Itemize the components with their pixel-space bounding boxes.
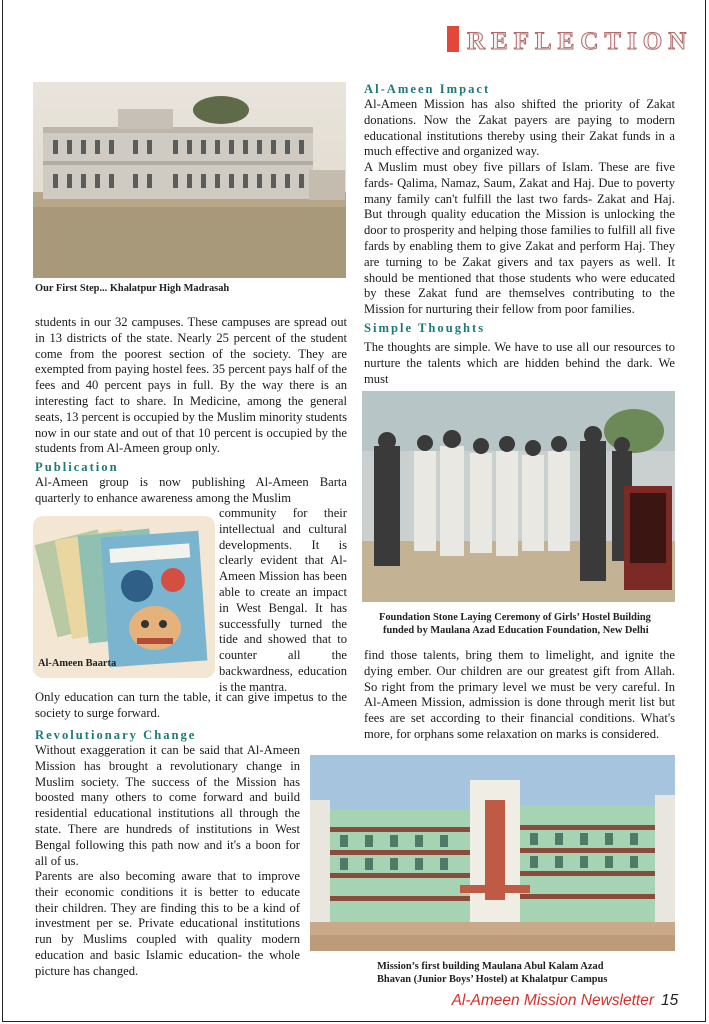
intro-paragraph: students in our 32 campuses. These campuses are spread out in 13 districts of the state. Nearly 25 percent of the student come from the poorest section of the society. They are exempted from paying hostel fees. 35 percent pays half of the fees and 40 percent pays in full. By the way there is an interesting fact to share. In Medicine, among the general seats, 13 percent is occupied by the Muslim minority students now in our state and out of that 10 percent is occupied by the students from Al-Ameen group only. — [35, 315, 347, 456]
section-label: REFLECTION — [467, 28, 693, 55]
thoughts-paragraph-1: The thoughts are simple. We have to use all our resources to nurture the talents which are hidden behind the dark. We must — [364, 340, 675, 386]
madrasah-photo — [33, 82, 346, 278]
madrasah-caption: Our First Step... Khalatpur High Madrasah — [35, 283, 230, 294]
foundation-ceremony-photo — [362, 391, 675, 602]
revolution-paragraph-1: Without exaggeration it can be said that Al-Ameen Mission has brought a revolutionary change in Muslim society. The success of the Mission has boosted many others to come forward and build residential educational institutions all through the state. There are hundreds of institutions in West Bengal following this path now and it's a boon for all of us. — [35, 743, 300, 868]
hostel-caption-line1: Mission’s first building Maulana Abul Kalam Azad — [377, 961, 604, 972]
revolution-heading: Revolutionary Change — [35, 728, 197, 742]
publication-paragraph-wrap: community for their intellectual and cultural developments. It is clearly evident that Al-Ameen Mission has been able to create an impact in West Bengal. It has successfully turned the tide and showed that to counter all the backwardness, education is the mantra. — [219, 506, 347, 694]
hostel-caption-line2: Bhavan (Junior Boys’ Hostel) at Khalatpur Campus — [377, 974, 608, 985]
foundation-caption-line2: funded by Maulana Azad Education Foundation, New Delhi — [383, 625, 649, 636]
newsletter-name: Al-Ameen Mission Newsletter — [451, 992, 654, 1009]
impact-paragraph-2: A Muslim must obey five pillars of Islam. These are five fards- Qalima, Namaz, Saum, Zakat and Haj. Due to poverty many family can't fulfill the last two fards- Zakat and Haj. But through quality education the Mission is unlocking the door to prosperity and helping those families to fulfill all five fards by enabling them to give Zakat and perform Haj. They are turning to be Zakat givers and tax payers as well. It should be mentioned that those students who were educated by these Zakat fund are themselves contributing to the Mission for nurturing their fellow from poor families. — [364, 160, 675, 317]
hostel-building-photo — [310, 755, 675, 951]
section-marker — [447, 26, 459, 52]
revolution-paragraph-2: Parents are also becoming aware that to improve their economic conditions it is better to educate their children. They are finding this to be a kind of investment per se. Private educational institutions run by Muslims coupled with quality modern education and basic Islamic education- the whole picture has changed. — [35, 869, 300, 978]
baarta-magazines-image — [33, 516, 215, 678]
thoughts-paragraph-2: find those talents, bring them to limelight, and ignite the dying ember. Our children are our greatest gift from Allah. So right from the primary level we must be very careful. In Al-Ameen Mission, admission is done through merit list but fees are set according to their financial conditions. What's more, for orphans some relaxation on marks is considered. — [364, 648, 675, 741]
page-number: 15 — [661, 992, 679, 1009]
baarta-caption: Al-Ameen Baarta — [38, 658, 117, 669]
publication-paragraph-top: Al-Ameen group is now publishing Al-Ameen Barta quarterly to enhance awareness among the Muslim — [35, 475, 347, 505]
publication-heading: Publication — [35, 460, 119, 474]
publication-paragraph-end: Only education can turn the table, it can give impetus to the society to surge forward. — [35, 690, 347, 720]
impact-heading: Al-Ameen Impact — [364, 82, 491, 96]
foundation-caption-line1: Foundation Stone Laying Ceremony of Girls’ Hostel Building — [379, 612, 651, 623]
thoughts-heading: Simple Thoughts — [364, 321, 486, 335]
impact-paragraph-1: Al-Ameen Mission has also shifted the priority of Zakat donations. Now the Zakat payers are paying to modern educational institutions thereby using their Zakat funds in a much effective and organized way. — [364, 97, 675, 159]
